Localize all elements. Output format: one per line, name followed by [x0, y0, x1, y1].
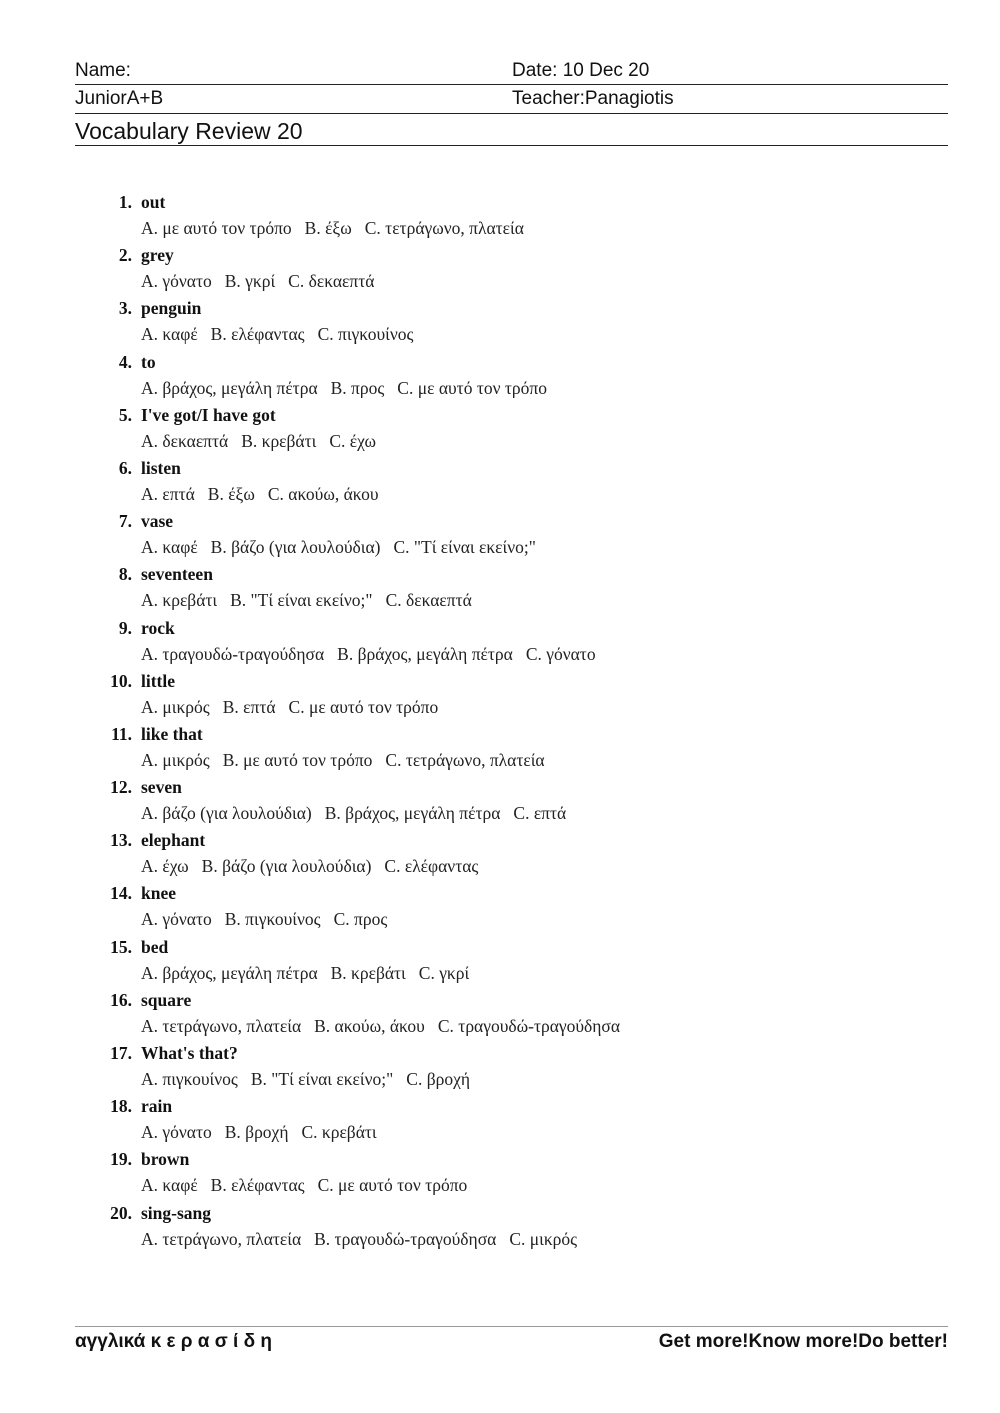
question-number: 8. — [118, 564, 132, 585]
answer-option-b[interactable]: B. "Τί είναι εκείνο;" — [250, 1069, 394, 1089]
answer-option-c[interactable]: C. τετράγωνο, πλατεία — [364, 218, 524, 238]
question-number: 15. — [110, 936, 132, 957]
answer-option-c[interactable]: C. μικρός — [509, 1228, 578, 1249]
question-item — [104, 989, 964, 1042]
question-item — [104, 936, 964, 989]
question-number: 16. — [110, 989, 132, 1010]
question-word: like that — [141, 723, 203, 744]
question-number: 20. — [110, 1202, 132, 1223]
question-number: 5. — [118, 404, 132, 425]
question-word: square — [141, 989, 192, 1010]
question-item — [104, 723, 964, 776]
answer-option-a[interactable]: A. βάζο (για λουλούδια) — [141, 803, 312, 824]
answer-option-c[interactable]: C. τετράγωνο, πλατεία — [385, 749, 545, 770]
answer-option-c[interactable]: C. δεκαεπτά — [385, 590, 472, 611]
answer-option-b[interactable]: B. βάζο (για λουλούδια) — [201, 856, 372, 877]
question-item — [104, 776, 964, 829]
question-number: 1. — [118, 192, 132, 212]
question-item — [104, 829, 964, 882]
question-number: 10. — [110, 670, 132, 691]
question-item — [104, 1095, 964, 1148]
question-item — [104, 191, 964, 244]
question-number: 3. — [118, 298, 132, 319]
answer-options — [141, 1121, 377, 1143]
answer-option-c[interactable]: C. γόνατο — [525, 643, 596, 664]
answer-option-b[interactable]: B. ελέφαντας — [210, 324, 305, 345]
question-word: vase — [141, 511, 174, 532]
question-word: seventeen — [141, 564, 213, 585]
question-word: knee — [141, 883, 176, 904]
question-list — [104, 191, 964, 1255]
title-divider — [75, 145, 948, 146]
answer-options — [141, 323, 413, 345]
answer-option-b[interactable]: B. βράχος, μεγάλη πέτρα — [337, 643, 513, 664]
answer-option-a[interactable]: A. γόνατο — [141, 271, 212, 292]
answer-options — [141, 536, 536, 558]
header-divider-1 — [75, 84, 948, 85]
question-word: rock — [141, 617, 175, 638]
answer-option-b[interactable]: B. πιγκουίνος — [224, 909, 321, 930]
answer-options — [141, 855, 478, 877]
question-word: What's that? — [141, 1043, 238, 1063]
answer-options — [141, 589, 472, 611]
answer-option-a[interactable]: A. τετράγωνο, πλατεία — [141, 1015, 302, 1036]
question-item — [104, 404, 964, 457]
page-title: Vocabulary Review 20 — [75, 118, 303, 144]
question-word: I've got/I have got — [141, 404, 276, 425]
answer-options — [141, 217, 524, 239]
question-item — [104, 244, 964, 297]
answer-options — [141, 908, 387, 930]
question-number: 4. — [118, 351, 132, 372]
answer-option-b[interactable]: B. κρεβάτι — [241, 430, 317, 451]
answer-option-c[interactable]: C. ακούω, άκου — [267, 483, 379, 504]
question-word: penguin — [141, 298, 202, 319]
question-number: 18. — [110, 1096, 132, 1117]
question-item — [104, 351, 964, 404]
question-word: brown — [141, 1149, 190, 1170]
answer-options — [141, 1174, 467, 1196]
answer-option-c[interactable]: C. με αυτό τον τρόπο — [397, 377, 547, 398]
name-label: Name: — [75, 60, 131, 81]
answer-options — [141, 1228, 577, 1250]
footer-slogan: Get more!Know more!Do better! — [658, 1331, 948, 1352]
question-number: 7. — [118, 511, 132, 532]
answer-option-b[interactable]: B. βράχος, μεγάλη πέτρα — [324, 803, 501, 824]
question-number: 11. — [111, 723, 132, 744]
question-word: bed — [141, 936, 169, 957]
answer-option-b[interactable]: B. "Τί είναι εκείνο;" — [230, 590, 373, 611]
question-item — [104, 1148, 964, 1201]
answer-option-c[interactable]: C. βροχή — [406, 1069, 471, 1089]
question-number: 19. — [110, 1149, 132, 1170]
teacher-label: Teacher:Panagiotis — [512, 88, 674, 109]
answer-option-a[interactable]: A. κρεβάτι — [141, 590, 218, 611]
question-word: listen — [141, 457, 181, 478]
question-word: rain — [141, 1096, 173, 1117]
answer-option-a[interactable]: A. καφέ — [141, 537, 198, 558]
answer-options — [141, 643, 596, 665]
question-item — [104, 297, 964, 350]
question-word: out — [141, 192, 166, 212]
answer-option-a[interactable]: A. τετράγωνο, πλατεία — [141, 1228, 302, 1249]
answer-option-c[interactable]: C. προς — [333, 909, 388, 930]
answer-option-a[interactable]: A. δεκαεπτά — [141, 430, 229, 451]
answer-option-a[interactable]: A. έχω — [141, 856, 189, 877]
answer-option-c[interactable]: C. "Τί είναι εκείνο;" — [393, 537, 536, 558]
answer-option-a[interactable]: A. καφέ — [141, 1175, 198, 1196]
answer-options — [141, 802, 566, 824]
answer-option-b[interactable]: B. ακούω, άκου — [314, 1015, 425, 1036]
answer-option-b[interactable]: B. με αυτό τον τρόπο — [222, 749, 373, 770]
question-item — [104, 670, 964, 723]
answer-option-c[interactable]: C. γκρί — [418, 962, 470, 983]
question-word: little — [141, 670, 176, 691]
answer-option-b[interactable]: B. επτά — [222, 696, 276, 717]
answer-option-b[interactable]: B. γκρί — [224, 271, 276, 292]
question-number: 13. — [110, 830, 132, 851]
answer-option-a[interactable]: A. γόνατο — [141, 1122, 212, 1143]
answer-option-c[interactable]: C. ελέφαντας — [384, 856, 479, 877]
question-number: 9. — [118, 617, 132, 638]
question-number: 14. — [110, 883, 132, 904]
answer-options — [141, 1068, 470, 1090]
question-number: 2. — [118, 245, 132, 266]
question-word: grey — [141, 245, 174, 266]
answer-options — [141, 483, 379, 505]
answer-option-b[interactable]: B. τραγουδώ-τραγούδησα — [314, 1228, 497, 1249]
question-item — [104, 1202, 964, 1255]
answer-option-a[interactable]: A. επτά — [141, 483, 195, 504]
question-number: 17. — [110, 1043, 132, 1063]
footer-divider — [75, 1326, 948, 1327]
date-label: Date: 10 Dec 20 — [512, 60, 650, 81]
footer-brand: αγγλικά κ ε ρ α σ ί δ η — [75, 1331, 272, 1352]
question-item — [104, 563, 964, 616]
question-number: 6. — [118, 457, 132, 478]
answer-options — [141, 430, 376, 452]
answer-option-b[interactable]: B. ελέφαντας — [210, 1175, 305, 1196]
answer-options — [141, 749, 545, 771]
answer-options — [141, 962, 469, 984]
class-label: JuniorA+B — [75, 88, 164, 109]
answer-option-b[interactable]: B. έξω — [207, 483, 255, 504]
answer-option-a[interactable]: A. μικρός — [141, 696, 210, 717]
answer-option-a[interactable]: A. γόνατο — [141, 909, 212, 930]
question-item — [104, 1042, 964, 1095]
question-word: sing-sang — [141, 1202, 212, 1223]
answer-option-a[interactable]: A. βράχος, μεγάλη πέτρα — [141, 377, 318, 398]
answer-option-b[interactable]: B. κρεβάτι — [330, 962, 406, 983]
answer-option-c[interactable]: C. επτά — [513, 803, 567, 824]
answer-option-c[interactable]: C. έχω — [329, 430, 377, 451]
answer-option-c[interactable]: C. δεκαεπτά — [288, 271, 375, 292]
question-word: to — [141, 351, 156, 372]
question-item — [104, 510, 964, 563]
answer-options — [141, 1015, 620, 1037]
question-item — [104, 457, 964, 510]
question-item — [104, 882, 964, 935]
answer-option-c[interactable]: C. με αυτό τον τρόπο — [317, 1175, 468, 1196]
answer-option-a[interactable]: A. τραγουδώ-τραγούδησα — [141, 643, 325, 664]
answer-option-a[interactable]: A. πιγκουίνος — [141, 1069, 238, 1089]
answer-option-a[interactable]: A. μικρός — [141, 749, 210, 770]
answer-option-b[interactable]: B. έξω — [304, 218, 352, 238]
answer-option-b[interactable]: B. βροχή — [224, 1122, 289, 1143]
answer-option-a[interactable]: A. βράχος, μεγάλη πέτρα — [141, 962, 318, 983]
answer-option-c[interactable]: C. κρεβάτι — [301, 1122, 377, 1143]
question-item — [104, 617, 964, 670]
answer-option-b[interactable]: B. βάζο (για λουλούδια) — [210, 537, 381, 558]
answer-options — [141, 377, 547, 399]
question-word: seven — [141, 777, 182, 798]
answer-options — [141, 696, 438, 718]
question-number: 12. — [110, 777, 132, 798]
answer-option-a[interactable]: A. καφέ — [141, 324, 198, 345]
answer-option-c[interactable]: C. με αυτό τον τρόπο — [288, 696, 439, 717]
answer-option-a[interactable]: A. με αυτό τον τρόπο — [141, 218, 292, 238]
answer-option-c[interactable]: C. τραγουδώ-τραγούδησα — [437, 1015, 621, 1036]
answer-option-b[interactable]: B. προς — [330, 377, 385, 398]
question-word: elephant — [141, 830, 206, 851]
answer-options — [141, 270, 374, 292]
header-divider-2 — [75, 113, 948, 114]
answer-option-c[interactable]: C. πιγκουίνος — [317, 324, 414, 345]
